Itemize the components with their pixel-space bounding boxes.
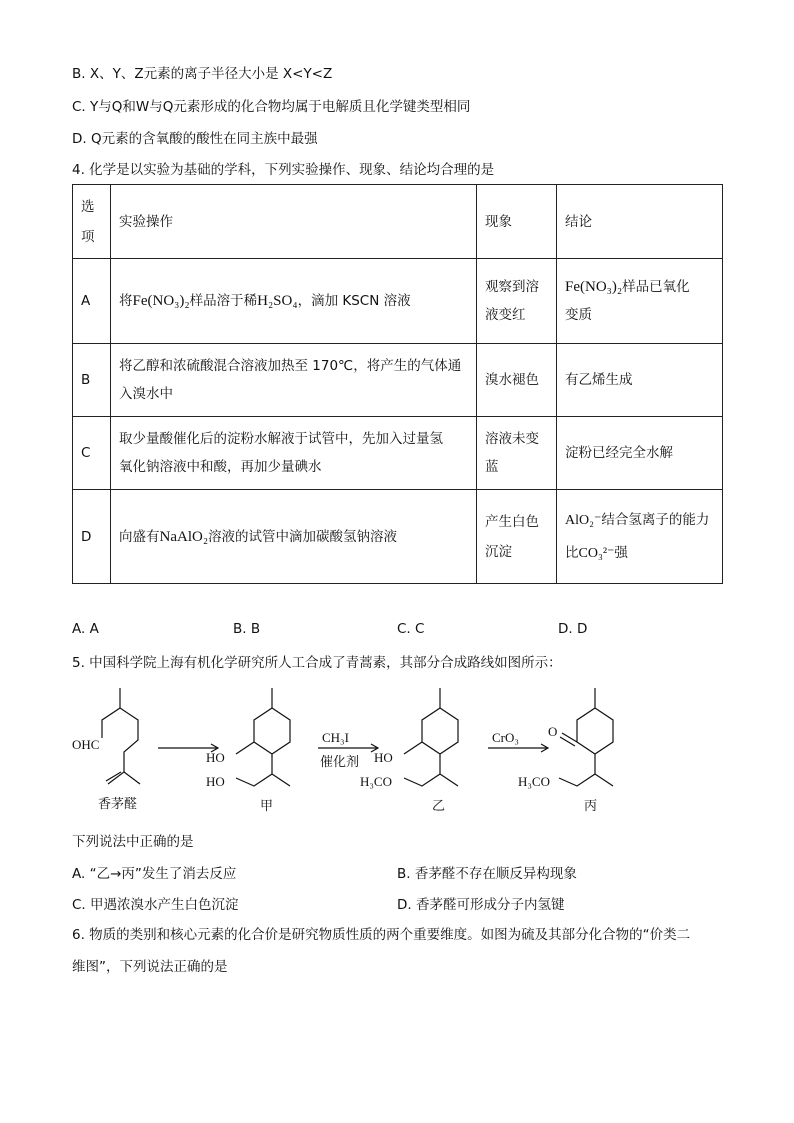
reagent-catalyst: 催化剂 <box>320 755 360 770</box>
header-operation: 实验操作 <box>111 185 477 259</box>
synthesis-scheme <box>60 680 680 818</box>
q4-answer-a[interactable]: A. A <box>72 621 99 637</box>
row-conclusion: 有乙烯生成 <box>557 344 723 417</box>
row-phenomenon: 观察到溶 液变红 <box>477 259 557 344</box>
jia-skeleton <box>236 688 290 786</box>
row-phenomenon: 溴水褪色 <box>477 344 557 417</box>
jia-ho-1: HO <box>206 750 225 765</box>
row-phenomenon: 溶液未变 蓝 <box>477 417 557 490</box>
row-operation: 向盛有NaAlO₂溶液的试管中滴加碳酸氢钠溶液 <box>111 490 477 584</box>
q5-option-d[interactable]: D. 香茅醛可形成分子内氢键 <box>397 897 565 913</box>
row-conclusion: Fe(NO₃)₂样品已氧化 变质 <box>557 259 723 344</box>
row-phenomenon: 产生白色 沉淀 <box>477 490 557 584</box>
q4-answer-d[interactable]: D. D <box>558 621 588 637</box>
table-row <box>73 417 723 490</box>
row-label: A <box>73 259 111 344</box>
label-yi: 乙 <box>432 799 446 814</box>
q3-option-c: C. Y与Q和W与Q元素形成的化合物均属于电解质且化学键类型相同 <box>72 99 471 115</box>
reaction-arrow-3 <box>488 744 548 752</box>
yi-h3co: H₃CO <box>360 774 392 789</box>
bing-h3co: H₃CO <box>518 774 550 789</box>
citronellal-skeleton <box>102 688 140 784</box>
bing-skeleton <box>559 688 613 786</box>
row-operation: 取少量酸催化后的淀粉水解液于试管中，先加入过量氢 氧化钠溶液中和酸，再加少量碘水 <box>111 417 477 490</box>
label-citronellal: 香茅醛 <box>98 797 138 812</box>
q6-stem-line-2: 维图”，下列说法正确的是 <box>72 959 228 975</box>
q4-stem: 4. 化学是以实验为基础的学科，下列实验操作、现象、结论均合理的是 <box>72 162 495 178</box>
cho-group: OHC <box>72 737 100 752</box>
experiment-table <box>72 184 723 584</box>
row-label: B <box>73 344 111 417</box>
q4-answer-b[interactable]: B. B <box>233 621 261 637</box>
reagent-cro3: CrO₃ <box>492 730 519 745</box>
q5-prompt: 下列说法中正确的是 <box>72 834 194 850</box>
row-operation: 将乙醇和浓硫酸混合溶液加热至 170℃，将产生的气体通 入溴水中 <box>111 344 477 417</box>
reagent-ch3i: CH₃I <box>322 730 349 745</box>
header-phenomenon: 现象 <box>477 185 557 259</box>
reaction-arrow-2 <box>318 744 378 752</box>
jia-ho-2: HO <box>206 774 225 789</box>
row-label: C <box>73 417 111 490</box>
q5-option-b[interactable]: B. 香茅醛不存在顺反异构现象 <box>397 866 577 882</box>
q3-option-d: D. Q元素的含氧酸的酸性在同主族中最强 <box>72 131 318 147</box>
bing-oxygen: O <box>548 724 558 739</box>
row-operation: 将Fe(NO₃)₂样品溶于稀H₂SO₄，滴加 KSCN 溶液 <box>111 259 477 344</box>
q5-stem: 5. 中国科学院上海有机化学研究所人工合成了青蒿素，其部分合成路线如图所示： <box>72 655 562 671</box>
row-conclusion: 淀粉已经完全水解 <box>557 417 723 490</box>
table-row <box>73 259 723 344</box>
table-row <box>73 344 723 417</box>
yi-ho: HO <box>374 750 393 765</box>
label-jia: 甲 <box>260 799 274 814</box>
row-label: D <box>73 490 111 584</box>
table-header-row <box>73 185 723 259</box>
q3-option-b: B. X、Y、Z元素的离子半径大小是 X<Y<Z <box>72 66 333 82</box>
carbonyl-double-bond <box>560 733 577 746</box>
label-bing: 丙 <box>584 799 598 814</box>
header-conclusion: 结论 <box>557 185 723 259</box>
q6-stem-line-1: 6. 物质的类别和核心元素的化合价是研究物质性质的两个重要维度。如图为硫及其部分化合物的“价类二 <box>72 927 691 943</box>
q5-option-a[interactable]: A. “乙→丙”发生了消去反应 <box>72 866 237 882</box>
yi-skeleton <box>404 688 458 786</box>
row-conclusion: AlO₂⁻结合氢离子的能力 比CO₃²⁻强 <box>557 490 723 584</box>
q4-answer-c[interactable]: C. C <box>397 621 425 637</box>
table-row <box>73 490 723 584</box>
q5-option-c[interactable]: C. 甲遇浓溴水产生白色沉淀 <box>72 897 239 913</box>
header-option: 选 项 <box>73 185 111 259</box>
